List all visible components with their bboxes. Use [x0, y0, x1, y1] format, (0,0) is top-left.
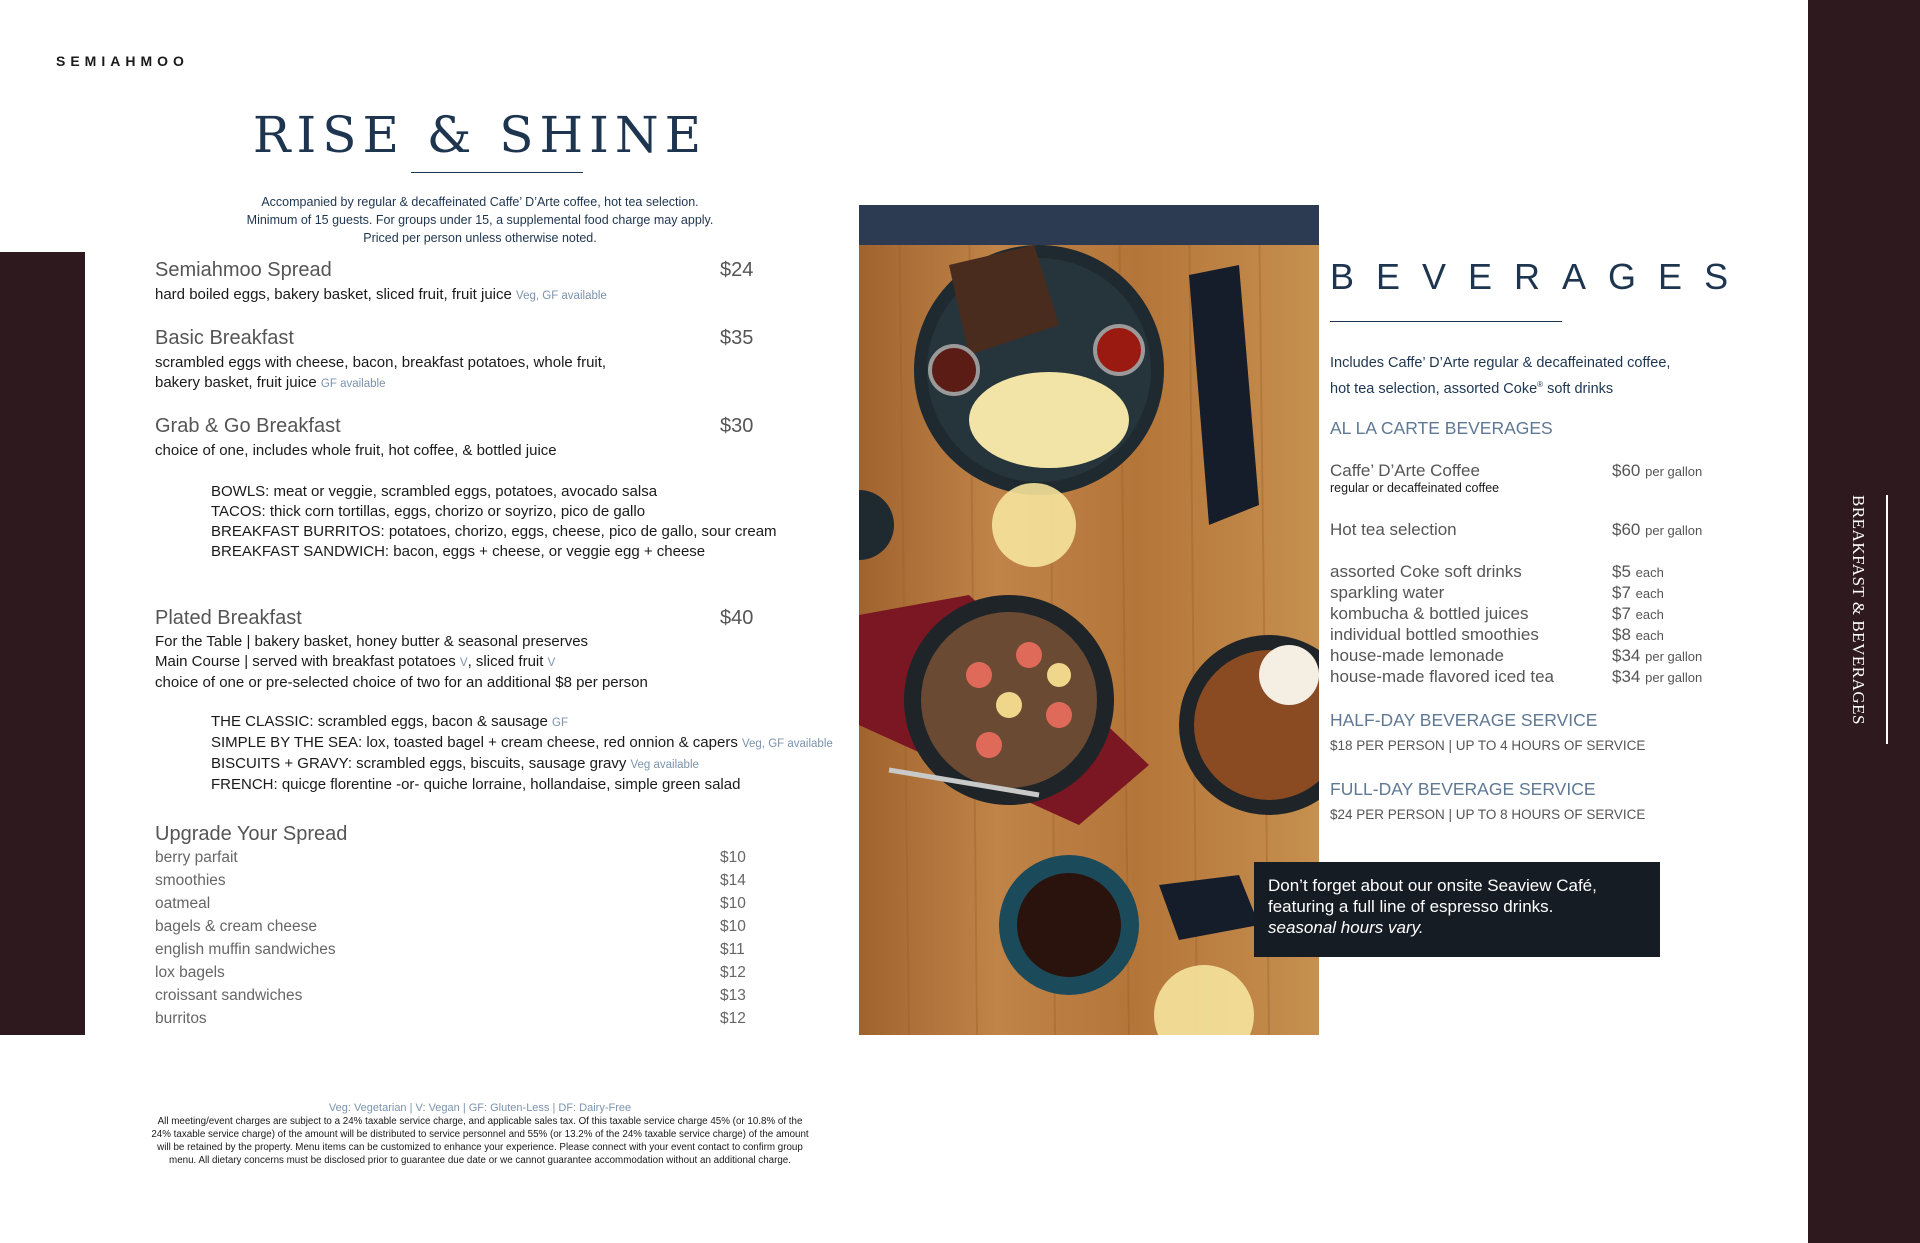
intro-line: Includes Caffe’ D’Arte regular & decaffeinated coffee,	[1330, 355, 1671, 371]
menu-item-price: $30	[720, 415, 754, 437]
callout-line: featuring a full line of espresso drinks.	[1268, 897, 1554, 916]
intro-line: soft drinks	[1543, 380, 1614, 397]
option-line: FRENCH: quicge florentine -or- quiche lorraine, hollandaise, simple green salad	[211, 776, 741, 793]
dietary-note: GF available	[320, 378, 386, 390]
beverage-price	[1612, 604, 1664, 624]
price-unit: each	[1635, 607, 1664, 622]
upgrade-item-name: smoothies	[155, 872, 226, 889]
description-text: hard boiled eggs, bakery basket, sliced fruit, fruit juice	[155, 286, 512, 303]
beverages-divider	[1330, 321, 1562, 322]
upgrade-title: Upgrade Your Spread	[155, 823, 348, 845]
dietary-note: Veg available	[630, 759, 699, 771]
upgrade-item-price: $13	[720, 987, 746, 1004]
beverage-list	[1330, 562, 1750, 688]
price-value: $7	[1612, 583, 1631, 602]
dietary-note: Veg, GF available	[516, 290, 607, 302]
dietary-note: V	[459, 657, 468, 669]
disclaimer-line: All meeting/event charges are subject to a 24% taxable service charge, and applicable sales tax. Of this taxable service charge 45% (or 10.8% of the	[157, 1116, 803, 1127]
dietary-note: GF	[552, 717, 568, 729]
description-text: scrambled eggs with cheese, bacon, breakfast potatoes, whole fruit,	[155, 354, 607, 371]
price-value: $34	[1612, 646, 1641, 665]
beverage-row	[1330, 604, 1750, 625]
plated-options	[211, 712, 833, 796]
beverage-name: sparkling water	[1330, 583, 1445, 602]
beverages-title: BEVERAGES	[1330, 256, 1751, 297]
half-day-heading: HALF-DAY BEVERAGE SERVICE	[1330, 710, 1598, 730]
intro-line: Accompanied by regular & decaffeinated Caffe’ D’Arte coffee, hot tea selection.	[261, 195, 699, 209]
menu-item-description	[155, 285, 607, 306]
upgrade-row	[155, 964, 755, 987]
dietary-note: V	[547, 657, 556, 669]
beverage-row	[1330, 583, 1750, 604]
upgrade-row	[155, 872, 755, 895]
option-line: BISCUITS + GRAVY: scrambled eggs, biscuits, sausage gravy	[211, 755, 627, 772]
price-value: $8	[1612, 625, 1631, 644]
beverage-price	[1612, 667, 1702, 687]
beverage-price	[1612, 646, 1702, 666]
upgrade-row	[155, 987, 755, 1010]
beverage-name: house-made flavored iced tea	[1330, 667, 1554, 686]
upgrade-item-price: $12	[720, 964, 746, 981]
option-line: THE CLASSIC: scrambled eggs, bacon & sausage	[211, 713, 548, 730]
cafe-callout	[1254, 862, 1660, 957]
disclaimer-line: menu. All dietary concerns must be disclosed prior to guarantee due date or we cannot guarantee accommodation without an additional charge.	[169, 1155, 791, 1166]
beverage-name: assorted Coke soft drinks	[1330, 562, 1522, 581]
menu-item-description: choice of one, includes whole fruit, hot coffee, & bottled juice	[155, 442, 557, 459]
menu-title: RISE & SHINE	[252, 106, 708, 164]
upgrade-item-name: english muffin sandwiches	[155, 941, 336, 958]
price-value: $60	[1612, 520, 1641, 539]
brand-wordmark: SEMIAHMOO	[56, 53, 189, 69]
beverage-name: Hot tea selection	[1330, 520, 1457, 539]
upgrade-item-name: bagels & cream cheese	[155, 918, 317, 935]
upgrade-item-name: burritos	[155, 1010, 207, 1027]
menu-item-name: Plated Breakfast	[155, 607, 302, 629]
upgrade-item-price: $10	[720, 849, 746, 866]
half-day-detail: $18 PER PERSON | UP TO 4 HOURS OF SERVICE	[1330, 738, 1646, 753]
intro-line: hot tea selection, assorted Coke	[1330, 380, 1538, 397]
upgrade-item-price: $12	[720, 1010, 746, 1027]
beverage-price	[1612, 461, 1702, 481]
upgrade-row	[155, 895, 755, 918]
menu-item-price: $35	[720, 327, 754, 349]
price-unit: each	[1635, 628, 1664, 643]
description-text: , sliced fruit	[467, 653, 544, 670]
upgrade-item-price: $10	[720, 895, 746, 912]
menu-item-name: Semiahmoo Spread	[155, 259, 332, 281]
full-day-heading: FULL-DAY BEVERAGE SERVICE	[1330, 779, 1596, 799]
description-text: choice of one or pre-selected choice of two for an additional $8 per person	[155, 674, 648, 691]
upgrade-item-price: $11	[720, 941, 745, 958]
upgrade-row	[155, 941, 755, 964]
beverage-subtitle: regular or decaffeinated coffee	[1330, 481, 1500, 495]
price-unit: per gallon	[1645, 523, 1703, 538]
alacarte-heading: AL LA CARTE BEVERAGES	[1330, 418, 1553, 438]
option-line: BREAKFAST BURRITOS: potatoes, chorizo, eggs, cheese, pico de gallo, sour cream	[211, 523, 777, 540]
beverage-price	[1612, 520, 1702, 540]
breakfast-photo	[859, 205, 1319, 1035]
disclaimer-line: will be retained by the property. Menu items can be customized to enhance your experience. Please connect with your event contact to confirm group	[157, 1142, 803, 1153]
beverage-row	[1330, 562, 1750, 583]
beverage-name: individual bottled smoothies	[1330, 625, 1539, 644]
left-accent-bar	[0, 252, 85, 1035]
beverage-price	[1612, 562, 1664, 582]
callout-line: Don’t forget about our onsite Seaview Café,	[1268, 876, 1597, 895]
description-text: bakery basket, fruit juice	[155, 374, 317, 391]
upgrade-item-price: $10	[720, 918, 746, 935]
beverage-row	[1330, 625, 1750, 646]
side-section-label	[1842, 495, 1888, 744]
upgrade-item-name: berry parfait	[155, 849, 238, 866]
grab-go-options	[211, 482, 777, 562]
option-line: BREAKFAST SANDWICH: bacon, eggs + cheese, or veggie egg + cheese	[211, 543, 706, 560]
upgrade-item-name: croissant sandwiches	[155, 987, 303, 1004]
dietary-note: Veg, GF available	[742, 738, 833, 750]
menu-item-description	[155, 353, 606, 394]
upgrade-list	[155, 849, 755, 1033]
upgrade-row	[155, 1010, 755, 1033]
menu-intro	[200, 193, 760, 247]
full-day-detail: $24 PER PERSON | UP TO 8 HOURS OF SERVICE	[1330, 807, 1646, 822]
beverages-intro	[1330, 352, 1730, 400]
upgrade-item-name: oatmeal	[155, 895, 211, 912]
beverage-price	[1612, 625, 1664, 645]
price-value: $5	[1612, 562, 1631, 581]
menu-item-description	[155, 632, 648, 693]
upgrade-item-name: lox bagels	[155, 964, 225, 981]
price-value: $7	[1612, 604, 1631, 623]
upgrade-row	[155, 849, 755, 872]
beverage-name: kombucha & bottled juices	[1330, 604, 1529, 623]
service-charge-disclaimer	[140, 1115, 820, 1167]
beverage-price	[1612, 583, 1664, 603]
menu-item-price: $24	[720, 259, 754, 281]
description-text: Main Course | served with breakfast potatoes	[155, 653, 456, 670]
price-unit: per gallon	[1645, 649, 1703, 664]
upgrade-item-price: $14	[720, 872, 746, 889]
beverage-row	[1330, 667, 1750, 688]
title-divider	[411, 172, 583, 173]
option-line: BOWLS: meat or veggie, scrambled eggs, potatoes, avocado salsa	[211, 483, 658, 500]
option-line: TACOS: thick corn tortillas, eggs, chorizo or soyrizo, pico de gallo	[211, 503, 646, 520]
menu-item-name: Grab & Go Breakfast	[155, 415, 341, 437]
menu-item-name: Basic Breakfast	[155, 327, 294, 349]
beverage-row	[1330, 646, 1750, 667]
callout-line: seasonal hours vary.	[1268, 918, 1424, 937]
disclaimer-line: 24% taxable service charge) of the amount will be distributed to service personnel and 55% (or 13.2% of the 24% taxable service charge) of the amount	[151, 1129, 809, 1140]
registered-mark: ®	[1537, 380, 1544, 389]
intro-line: Minimum of 15 guests. For groups under 15, a supplemental food charge may apply.	[246, 213, 714, 227]
price-value: $60	[1612, 461, 1641, 480]
upgrade-row	[155, 918, 755, 941]
beverage-name: house-made lemonade	[1330, 646, 1504, 665]
intro-line: Priced per person unless otherwise noted.	[363, 231, 597, 245]
side-label-text: BREAKFAST & BEVERAGES	[1849, 495, 1868, 725]
menu-item-price: $40	[720, 607, 754, 629]
price-unit: per gallon	[1645, 464, 1703, 479]
price-unit: each	[1635, 586, 1664, 601]
price-unit: each	[1635, 565, 1664, 580]
description-text: For the Table | bakery basket, honey butter & seasonal preserves	[155, 633, 589, 650]
price-value: $34	[1612, 667, 1641, 686]
option-line: SIMPLE BY THE SEA: lox, toasted bagel + cream cheese, red onnion & capers	[211, 734, 738, 751]
price-unit: per gallon	[1645, 670, 1703, 685]
beverage-name: Caffe’ D’Arte Coffee	[1330, 461, 1480, 480]
dietary-legend: Veg: Vegetarian | V: Vegan | GF: Gluten-Less | DF: Dairy-Free	[328, 1102, 632, 1114]
